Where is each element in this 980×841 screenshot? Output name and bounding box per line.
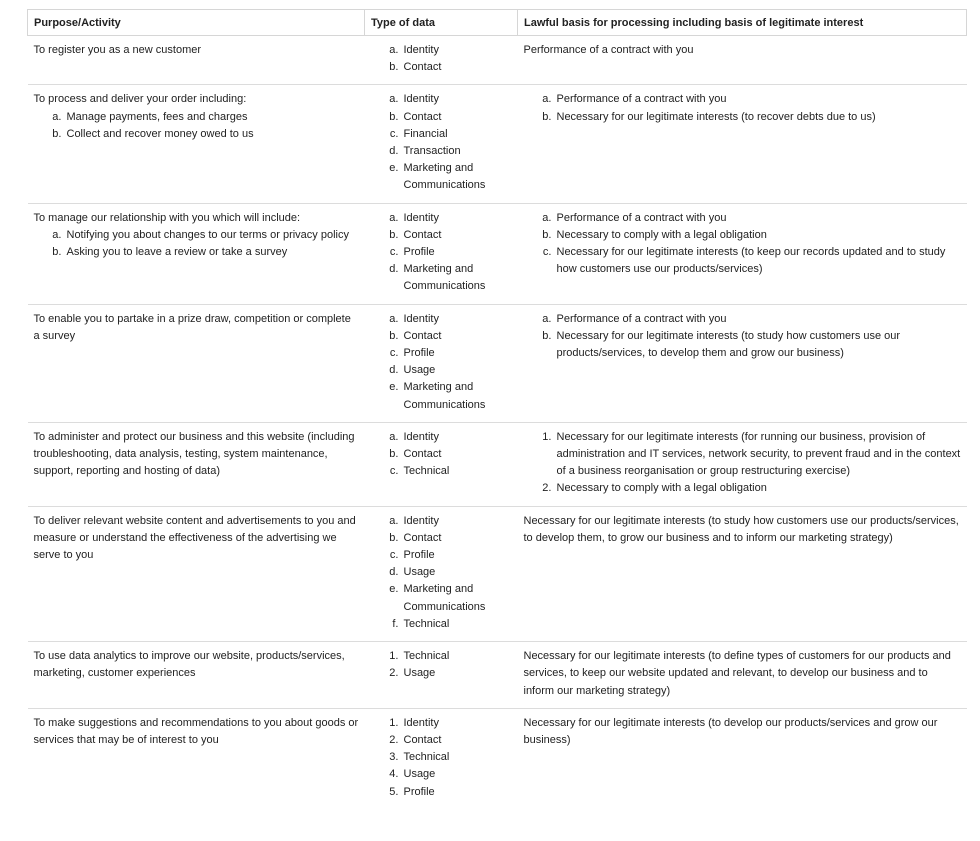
purpose-cell <box>28 708 365 809</box>
purpose-text: To register you as a new customer <box>33 44 202 56</box>
purpose-sublist <box>34 109 359 143</box>
table-row <box>28 36 967 85</box>
data-type-item: a. Identity <box>402 91 512 108</box>
purpose-cell <box>28 304 365 422</box>
data-type-list <box>371 648 512 682</box>
table-body <box>28 36 967 809</box>
table-row <box>28 85 967 203</box>
data-type-item: b. Contact <box>402 446 512 463</box>
lawful-basis-item: b. Necessary to comply with a legal obligation <box>555 227 961 244</box>
header-row <box>28 10 967 36</box>
data-type-item: e. Marketing and Communications <box>402 160 512 194</box>
data-type-list <box>371 513 512 633</box>
data-type-item: 5. Profile <box>402 784 512 801</box>
purpose-sublist-item: a. Manage payments, fees and charges <box>65 109 359 126</box>
lawful-basis-item: 2. Necessary to comply with a legal obligation <box>555 480 961 497</box>
purpose-cell <box>28 506 365 641</box>
lawful-basis-cell <box>518 304 967 422</box>
data-type-item: d. Transaction <box>402 143 512 160</box>
data-type-list <box>371 210 512 296</box>
data-type-item: 2. Usage <box>402 665 512 682</box>
data-type-item: d. Usage <box>402 564 512 581</box>
purpose-sublist <box>34 227 359 261</box>
data-type-item: d. Marketing and Communications <box>402 261 512 295</box>
data-type-cell <box>365 36 518 85</box>
purpose-text: To use data analytics to improve our website, products/services, marketing, customer experiences <box>33 650 345 680</box>
table-header <box>28 10 967 36</box>
lawful-basis-table <box>27 9 967 809</box>
data-type-item: e. Marketing and Communications <box>402 379 512 413</box>
data-type-item: c. Profile <box>402 345 512 362</box>
purpose-text: To make suggestions and recommendations to you about goods or services that may be of interest to you <box>33 716 359 746</box>
header-lawful-basis: Lawful basis for processing including basis of legitimate interest <box>518 10 967 36</box>
data-type-item: c. Profile <box>402 244 512 261</box>
lawful-basis-cell <box>518 422 967 506</box>
lawful-basis-text: Necessary for our legitimate interests (to define types of customers for our products and services, to keep our website updated and relevant, to develop our business and to inform our marketing strategy) <box>523 650 951 697</box>
data-type-item: 4. Usage <box>402 766 512 783</box>
data-type-list <box>371 429 512 481</box>
data-type-item: 3. Technical <box>402 749 512 766</box>
data-type-item: c. Technical <box>402 463 512 480</box>
lawful-basis-item: a. Performance of a contract with you <box>555 210 961 227</box>
purpose-cell <box>28 422 365 506</box>
lawful-basis-item: b. Necessary for our legitimate interests (to recover debts due to us) <box>555 109 961 126</box>
data-type-list <box>371 91 512 194</box>
lawful-basis-item: b. Necessary for our legitimate interests (to study how customers use our products/services, to develop them and grow our business) <box>555 328 961 362</box>
header-type-of-data: Type of data <box>365 10 518 36</box>
purpose-text: To process and deliver your order including: <box>33 93 247 106</box>
lawful-basis-cell <box>518 36 967 85</box>
lawful-basis-cell <box>518 708 967 809</box>
lawful-basis-text: Performance of a contract with you <box>523 44 694 56</box>
data-type-item: a. Identity <box>402 210 512 227</box>
data-type-cell <box>365 304 518 422</box>
data-type-item: b. Contact <box>402 59 512 76</box>
data-type-item: b. Contact <box>402 328 512 345</box>
lawful-basis-item: c. Necessary for our legitimate interests (to keep our records updated and to study how customers use our products/services) <box>555 244 961 278</box>
table-row <box>28 422 967 506</box>
table-row <box>28 304 967 422</box>
purpose-sublist-item: a. Notifying you about changes to our terms or privacy policy <box>65 227 359 244</box>
privacy-lawful-basis-table-container <box>27 9 966 809</box>
lawful-basis-list <box>524 210 961 279</box>
table-row <box>28 642 967 709</box>
purpose-cell <box>28 203 365 304</box>
table-row <box>28 506 967 641</box>
data-type-cell <box>365 85 518 203</box>
data-type-item: a. Identity <box>402 429 512 446</box>
table-row <box>28 708 967 809</box>
table-row <box>28 203 967 304</box>
lawful-basis-item: a. Performance of a contract with you <box>555 311 961 328</box>
data-type-item: a. Identity <box>402 513 512 530</box>
lawful-basis-text: Necessary for our legitimate interests (to develop our products/services and grow our business) <box>523 716 938 746</box>
data-type-list <box>371 311 512 414</box>
lawful-basis-text: Necessary for our legitimate interests (to study how customers use our products/services, to develop them, to grow our business and to inform our marketing strategy) <box>523 514 959 544</box>
lawful-basis-cell <box>518 506 967 641</box>
data-type-list <box>371 715 512 801</box>
purpose-text: To deliver relevant website content and advertisements to you and measure or understand the effectiveness of the advertising we serve to you <box>33 514 356 562</box>
data-type-item: d. Usage <box>402 362 512 379</box>
data-type-item: f. Technical <box>402 616 512 633</box>
data-type-cell <box>365 708 518 809</box>
lawful-basis-cell <box>518 642 967 709</box>
data-type-item: b. Contact <box>402 530 512 547</box>
data-type-list <box>371 42 512 76</box>
data-type-item: a. Identity <box>402 42 512 59</box>
purpose-cell <box>28 85 365 203</box>
lawful-basis-cell <box>518 85 967 203</box>
lawful-basis-item: a. Performance of a contract with you <box>555 91 961 108</box>
purpose-sublist-item: b. Asking you to leave a review or take a survey <box>65 244 359 261</box>
data-type-cell <box>365 506 518 641</box>
purpose-text: To manage our relationship with you which will include: <box>33 211 301 224</box>
data-type-cell <box>365 642 518 709</box>
data-type-item: b. Contact <box>402 227 512 244</box>
lawful-basis-cell <box>518 203 967 304</box>
header-purpose-activity: Purpose/Activity <box>28 10 365 36</box>
purpose-cell <box>28 642 365 709</box>
purpose-sublist-item: b. Collect and recover money owed to us <box>65 126 359 143</box>
purpose-cell <box>28 36 365 85</box>
purpose-text: To enable you to partake in a prize draw, competition or complete a survey <box>33 312 351 342</box>
data-type-cell <box>365 422 518 506</box>
lawful-basis-item: 1. Necessary for our legitimate interests (for running our business, provision of administration and IT services, network security, to prevent fraud and in the context of a business reorganisation or group restructuring exercise) <box>555 429 961 481</box>
data-type-item: c. Profile <box>402 547 512 564</box>
lawful-basis-list <box>524 311 961 363</box>
data-type-item: b. Contact <box>402 109 512 126</box>
data-type-item: 2. Contact <box>402 732 512 749</box>
data-type-cell <box>365 203 518 304</box>
data-type-item: 1. Technical <box>402 648 512 665</box>
data-type-item: 1. Identity <box>402 715 512 732</box>
lawful-basis-list <box>524 429 961 498</box>
data-type-item: c. Financial <box>402 126 512 143</box>
data-type-item: e. Marketing and Communications <box>402 581 512 615</box>
data-type-item: a. Identity <box>402 311 512 328</box>
lawful-basis-list <box>524 91 961 125</box>
purpose-text: To administer and protect our business and this website (including troubleshooting, data analysis, testing, system maintenance, support, reporting and hosting of data) <box>33 430 355 478</box>
